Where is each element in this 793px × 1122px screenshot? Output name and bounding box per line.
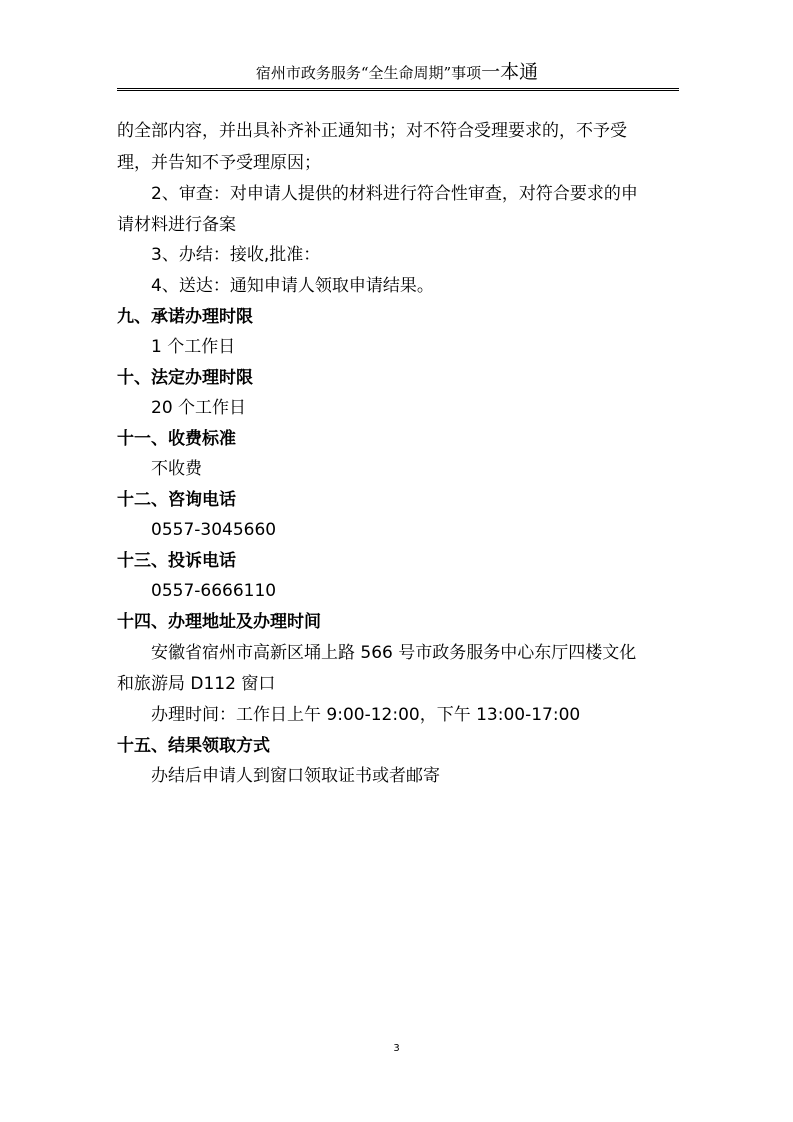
section-heading: 十五、结果领取方式 [117,736,270,756]
header-rule-secondary [117,90,679,91]
paragraph-line: 2、审查：对申请人提供的材料进行符合性审查，对符合要求的申 [151,184,638,204]
page-number: 3 [393,1043,400,1054]
paragraph-line: 4、送达：通知申请人领取申请结果。 [151,276,434,296]
section-body: 和旅游局 D112 窗口 [117,674,276,694]
section-body: 1 个工作日 [151,337,236,357]
section-heading: 十、法定办理时限 [117,368,253,388]
section-body: 办理时间：工作日上午 9:00-12:00，下午 13:00-17:00 [151,705,581,725]
section-heading: 九、承诺办理时限 [117,307,253,327]
section-body: 不收费 [151,459,202,479]
section-body: 办结后申请人到窗口领取证书或者邮寄 [151,766,440,786]
header-title-suffix: 一本通 [481,61,539,83]
paragraph-line: 请材料进行备案 [117,215,236,235]
paragraph-line: 的全部内容，并出具补齐补正通知书；对不符合受理要求的，不予受 [117,121,627,141]
header-title: 宿州市政务服务“全生命周期”事项 [255,64,482,82]
page-header [117,62,677,83]
paragraph-line: 理，并告知不予受理原因； [117,153,321,173]
section-body: 20 个工作日 [151,398,247,418]
section-heading: 十三、投诉电话 [117,551,236,571]
section-body: 0557-3045660 [151,520,277,540]
section-body: 0557-6666110 [151,581,277,601]
paragraph-line: 3、办结：接收,批准： [151,245,321,265]
section-heading: 十一、收费标准 [117,429,236,449]
section-heading: 十四、办理地址及办理时间 [117,612,321,632]
section-heading: 十二、咨询电话 [117,490,236,510]
header-rule [117,88,679,89]
section-body: 安徽省宿州市高新区埇上路 566 号市政务服务中心东厅四楼文化 [151,643,637,663]
